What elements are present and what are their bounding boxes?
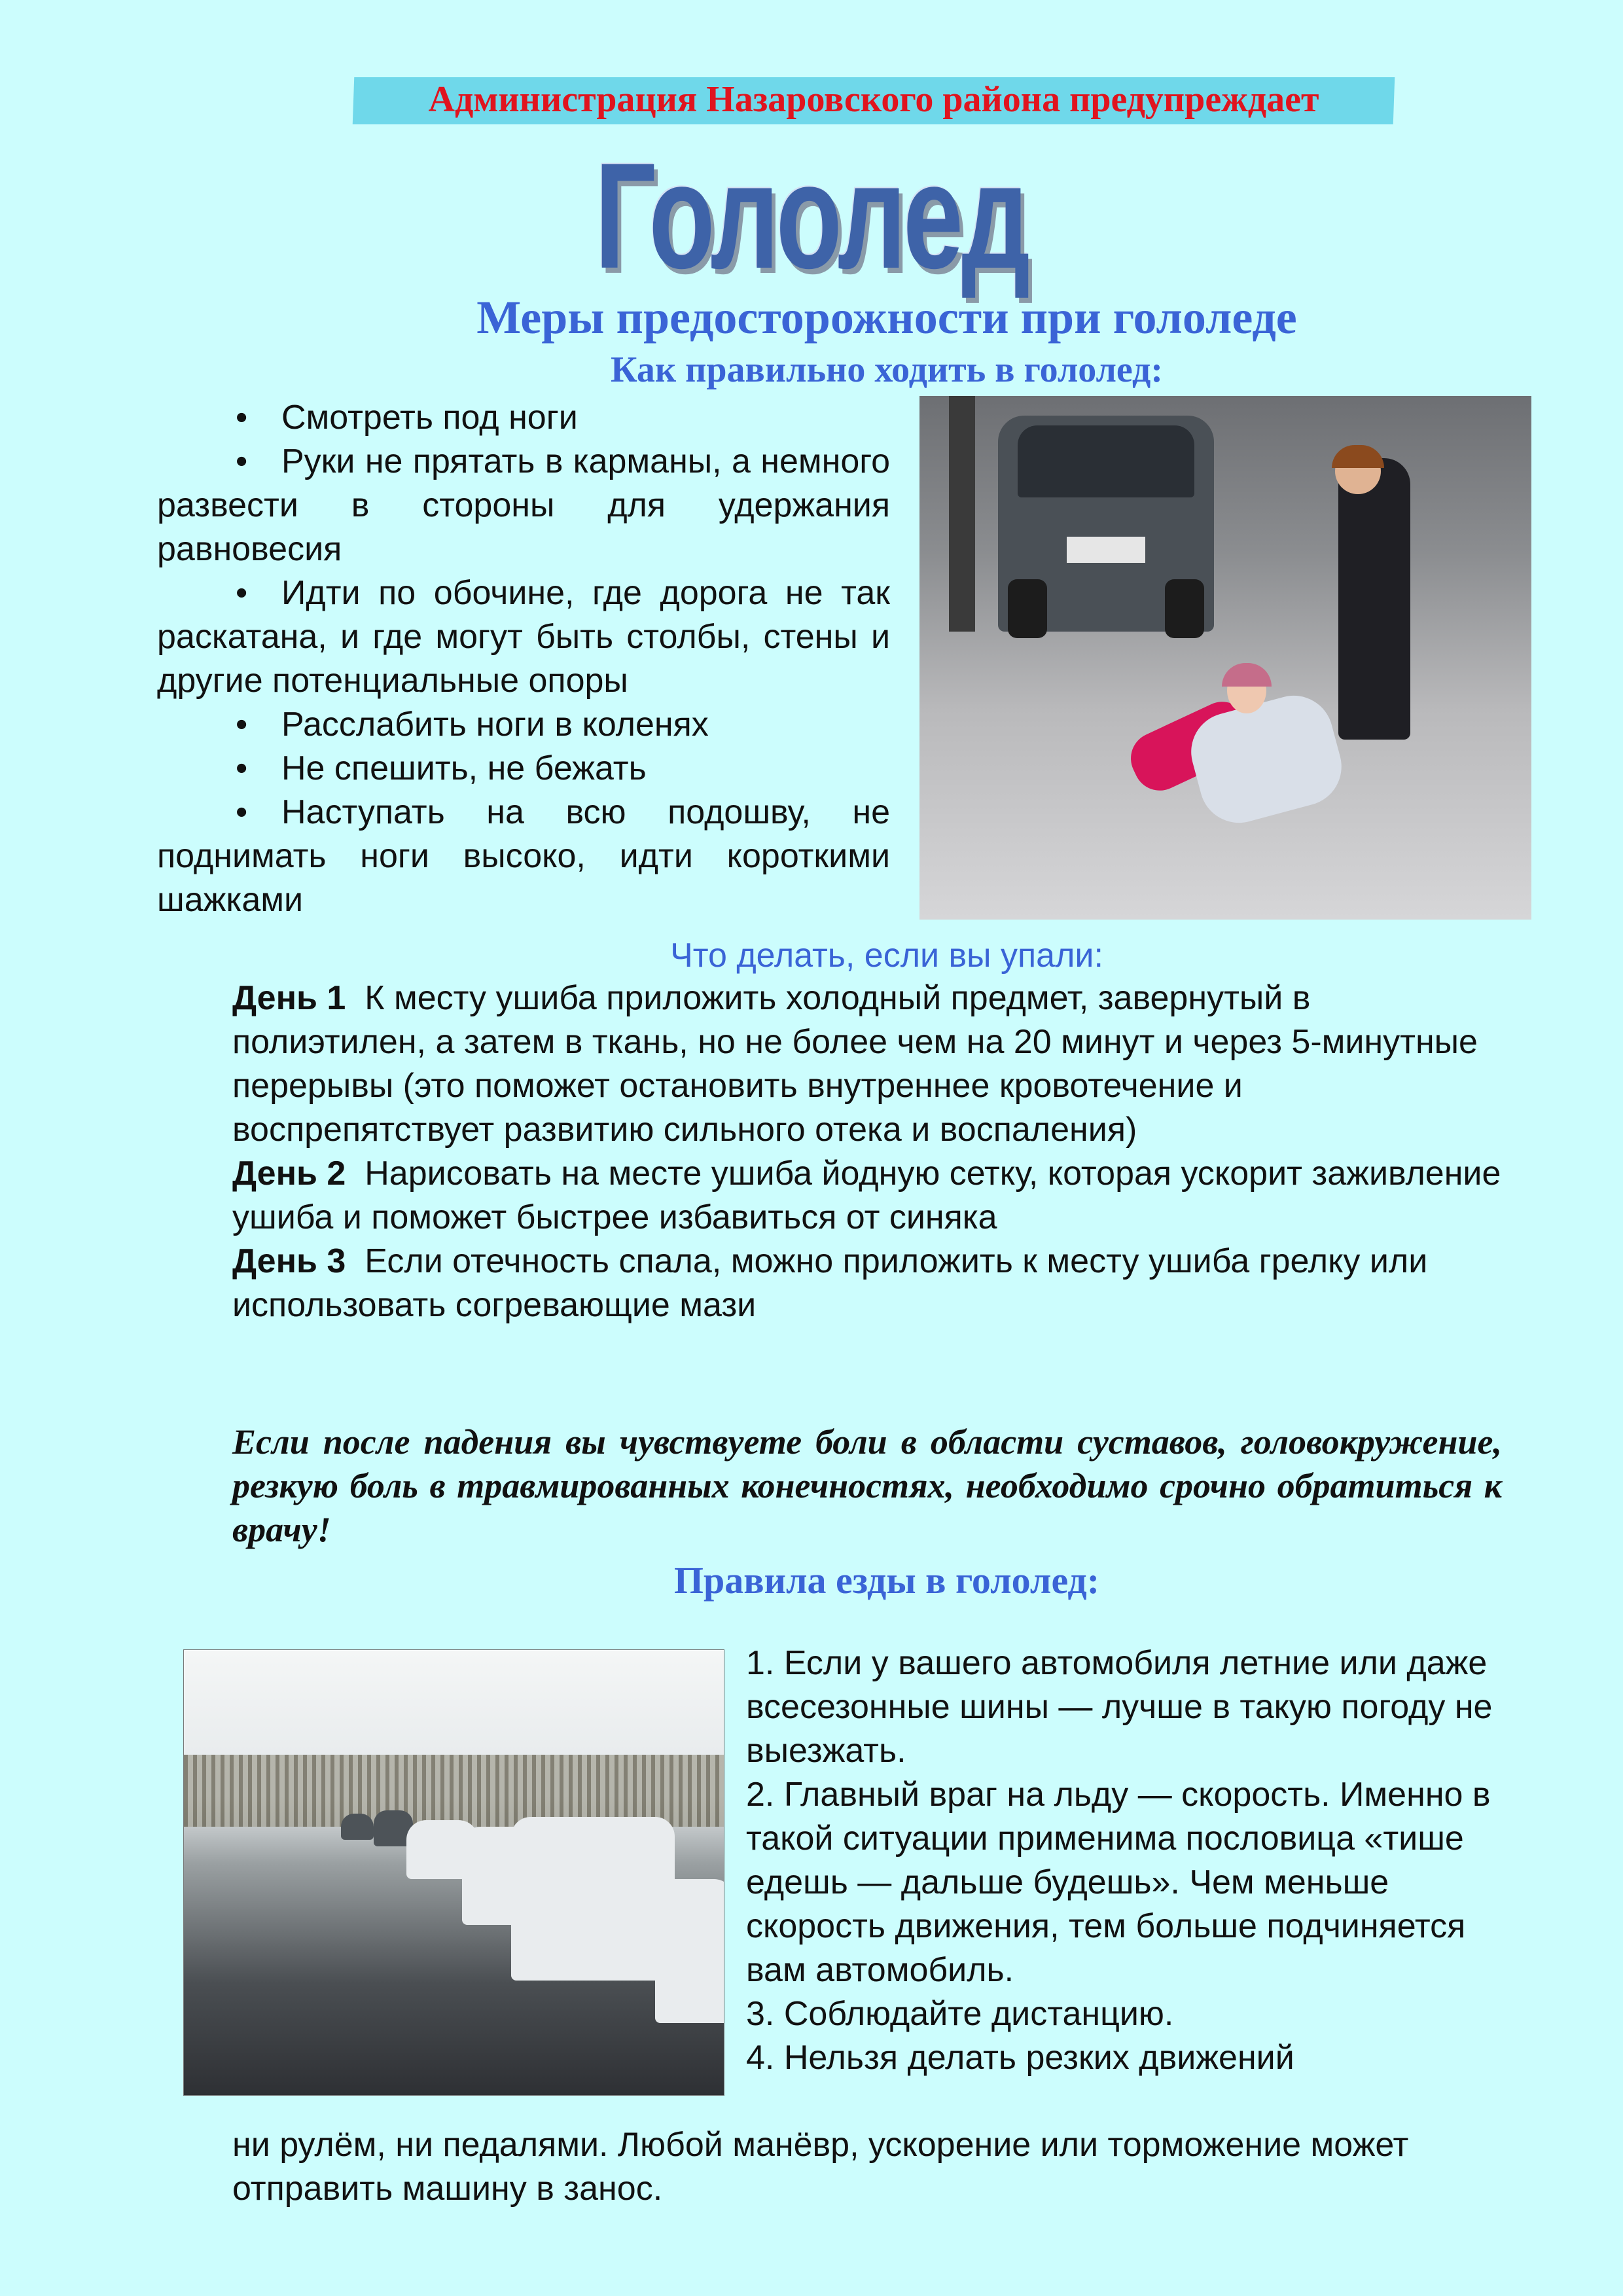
page-title: Гололед xyxy=(594,132,1029,300)
car-wheel-shape xyxy=(1008,579,1047,638)
day-text: К месту ушиба приложить холодный предмет, завернутый в полиэтилен, а затем в ткань, но не более чем на 20 минут и через 5-минутные перерывы (это поможет остановить внутреннее кровотечение и воспрепятствует развитию сильного отека и воспаления) xyxy=(232,979,1478,1149)
doctor-warning: Если после падения вы чувствуете боли в области суставов, головокружение, резкую боль в травмированных конечностях, необходимо срочно обратиться к врачу! xyxy=(232,1422,1502,1549)
photo-children-on-ice xyxy=(919,396,1531,920)
day-text: Если отечность спала, можно приложить к месту ушиба грелку или использовать согревающие мази xyxy=(232,1242,1428,1324)
bullet-icon: • xyxy=(236,442,248,480)
day-label: День 2 xyxy=(232,1155,346,1193)
license-plate-shape xyxy=(1067,537,1145,563)
minivan-shape xyxy=(511,1817,675,1981)
fallen-child-hat-shape xyxy=(1222,663,1272,687)
list-item xyxy=(232,1240,1502,1327)
list-item: 1. Если у вашего автомобиля летние или даже всесезонные шины — лучше в такую погоду не выезжать. xyxy=(746,1644,1493,1770)
admin-warning-text: Администрация Назаровского района предупреждает xyxy=(428,79,1319,120)
day-text: Нарисовать на месте ушиба йодную сетку, которая ускорит заживление ушиба и поможет быстрее избавиться от синяка xyxy=(232,1155,1501,1236)
car-window-shape xyxy=(1018,425,1194,497)
list-item: • Смотреть под ноги xyxy=(157,396,890,440)
page-subtitle: Меры предосторожности при гололеде xyxy=(476,291,1297,344)
bullet-icon: • xyxy=(236,574,248,612)
pole-shape xyxy=(949,396,975,632)
list-item: 2. Главный враг на льду — скорость. Именно в такой ситуации применима пословица «тише едешь — дальше будешь». Чем меньше скорость движения, тем больше подчиняется вам автомобиль. xyxy=(746,1776,1491,1989)
bullet-icon: • xyxy=(236,399,248,437)
standing-child-hat-shape xyxy=(1332,445,1384,468)
list-item: • Не спешить, не бежать xyxy=(157,747,890,791)
bullet-icon: • xyxy=(236,793,248,831)
day-label: День 1 xyxy=(232,979,346,1017)
day-label: День 3 xyxy=(232,1242,346,1280)
list-item: 3. Соблюдайте дистанцию. xyxy=(746,1995,1174,2033)
list-item: • Расслабить ноги в коленях xyxy=(157,703,890,747)
list-item xyxy=(232,977,1502,1152)
treeline-shape xyxy=(184,1755,724,1827)
driving-rules-list xyxy=(746,1641,1499,2080)
bullet-icon: • xyxy=(236,749,248,787)
driving-heading: Правила езды в гололед: xyxy=(673,1559,1100,1602)
fall-heading: Что делать, если вы упали: xyxy=(670,937,1103,975)
list-item: • Наступать на всю подошву, не поднимать ноги высоко, идти короткими шажками xyxy=(157,791,890,922)
list-item: • Идти по обочине, где дорога не так раскатана, и где могут быть столбы, стены и другие потенциальные опоры xyxy=(157,571,890,703)
car-wheel-shape xyxy=(1165,579,1204,638)
bullet-icon: • xyxy=(236,706,248,744)
walking-heading: Как правильно ходить в гололед: xyxy=(610,350,1164,390)
walking-tips-list xyxy=(157,396,890,922)
distant-car-shape xyxy=(341,1814,374,1840)
list-item: • Руки не прятать в карманы, а немного развести в стороны для удержания равновесия xyxy=(157,440,890,571)
fall-days-list xyxy=(232,977,1502,1327)
list-item: 4. Нельзя делать резких движений xyxy=(746,2039,1294,2077)
list-item xyxy=(232,1152,1502,1240)
photo-icy-road xyxy=(183,1649,724,2096)
car-shape xyxy=(655,1879,724,2023)
driving-rule-continuation: ни рулём, ни педалями. Любой манёвр, ускорение или торможение может отправить машину в занос. xyxy=(232,2126,1409,2208)
standing-child-shape xyxy=(1338,458,1410,740)
